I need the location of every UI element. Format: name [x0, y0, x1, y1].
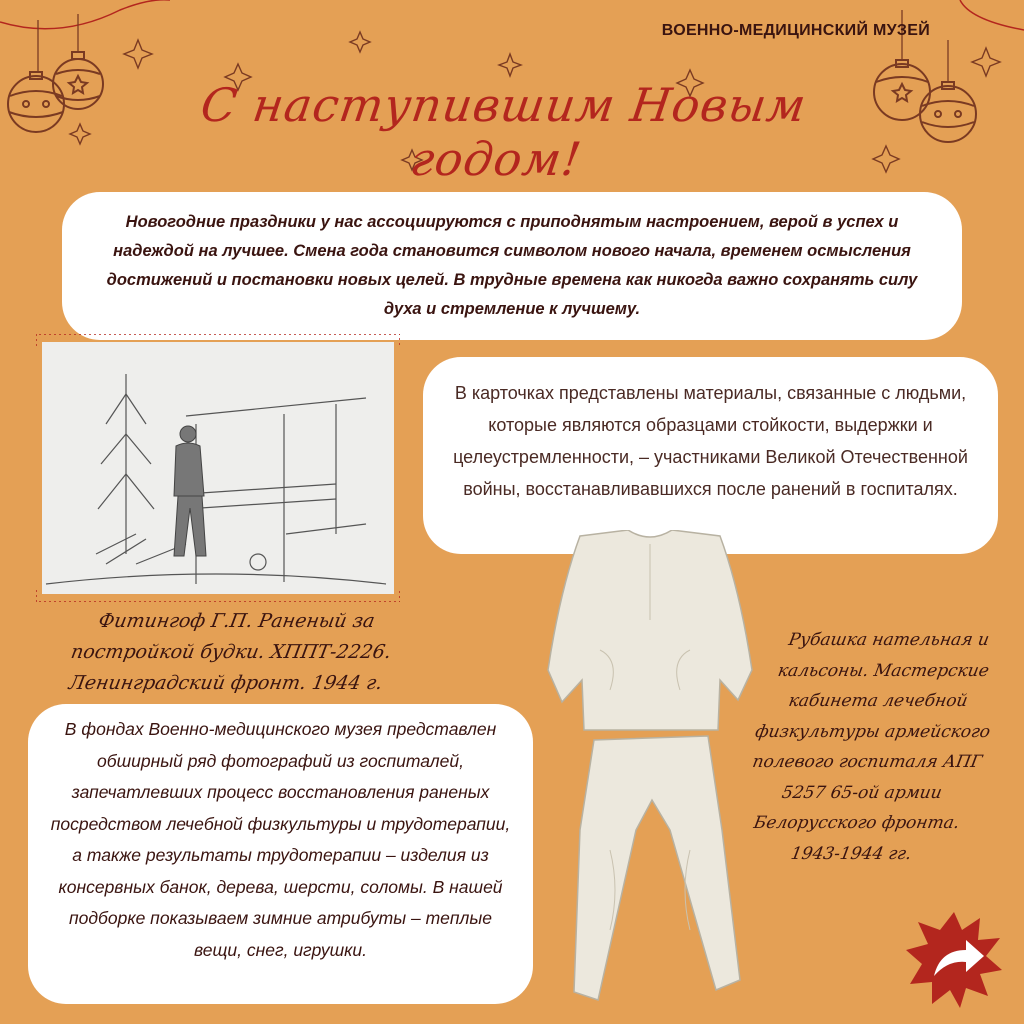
sketch-caption: Фитингоф Г.П. Раненый за постройкой будки. ХППТ-2226. Ленинградский фронт. 1944 г.: [67, 610, 393, 694]
christmas-ornament-icon: [53, 52, 103, 109]
cards-info-text: В карточках представлены материалы, связанные с людьми, которые являются образцами стойкости, выдержки и целеустремленности, – участниками Великой Отечественной войны, восстанавливавшихся после ранений в госпиталях.: [453, 383, 968, 499]
sketch-image: [36, 334, 400, 602]
intro-text: Новогодние праздники у нас ассоциируются с приподнятым настроением, верой в успех и надеждой на лучшее. Смена года становится символом нового начала, временем осмысления достижений и постановки новых целей. В трудные времена как никогда важно сохранять силу духа и стремление к лучшему.: [106, 213, 918, 318]
christmas-ornament-icon: [920, 82, 976, 142]
greeting-title: С наступившим Новым годом!: [197, 78, 810, 186]
collection-text: В фондах Военно-медицинского музея представлен обширный ряд фотографий из госпиталей, запечатлевших процесс восстановления раненых посредством лечебной физкультуры и трудотерапии, а также результаты трудотерапии – изделия из консервных банок, дерева, шерсти, соломы. В нашей подборке показываем зимние атрибуты – теплые вещи, снег, игрушки.: [50, 719, 511, 960]
garments-image: [540, 530, 770, 1020]
cards-info-card: [423, 357, 998, 554]
collection-card: [28, 704, 533, 1004]
intro-card: [62, 192, 962, 340]
next-arrow-icon[interactable]: [904, 910, 1004, 1010]
snowflake-star-icon: [499, 54, 521, 76]
museum-name: ВОЕННО-МЕДИЦИНСКИЙ МУЗЕЙ: [661, 22, 930, 39]
snowflake-star-icon: [350, 32, 370, 52]
christmas-ornament-icon: [8, 72, 64, 132]
garments-caption: Рубашка нательная и кальсоны. Мастерские кабинета лечебной физкультуры армейского полевого госпиталя АПГ 5257 65-ой армии Белорусского фронта. 1943-1944 гг.: [750, 630, 992, 864]
long-johns: [574, 736, 740, 1000]
